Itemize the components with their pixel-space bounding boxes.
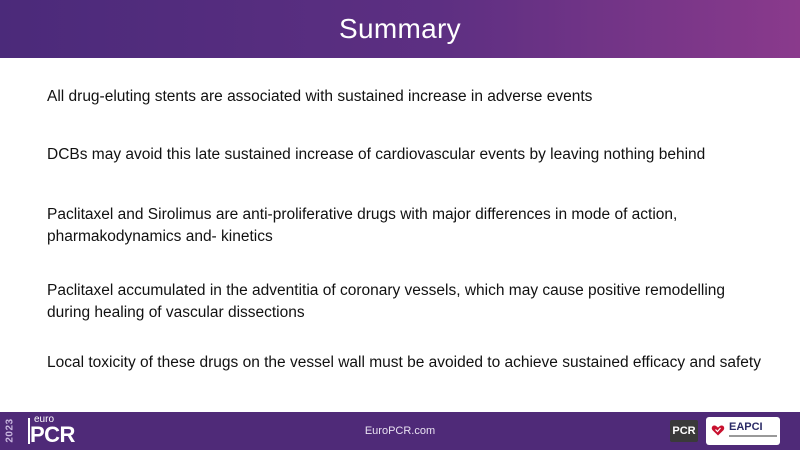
europcr-logo: PCR — [30, 422, 75, 447]
summary-point: DCBs may avoid this late sustained increase of cardiovascular events by leaving nothing behind — [47, 146, 706, 163]
slide-footer — [0, 412, 800, 450]
summary-point: All drug-eluting stents are associated with sustained increase in adverse events — [47, 88, 593, 105]
heart-icon — [711, 423, 725, 437]
summary-point: Paclitaxel and Sirolimus are anti-proliferative drugs with major differences in mode of action, pharmakodynamics and- kinetics — [47, 206, 678, 245]
europcr-year: 2023 — [4, 418, 16, 443]
summary-point: Local toxicity of these drugs on the vessel wall must be avoided to achieve sustained efficacy and safety — [47, 354, 761, 371]
slide-header — [0, 0, 800, 58]
footer-url: EuroPCR.com — [364, 425, 436, 437]
eapci-text: EAPCI — [729, 421, 763, 433]
eapci-subtitle-line — [729, 435, 777, 437]
slide-title: Summary — [339, 13, 461, 44]
europcr-logo-euro: euro — [34, 414, 55, 425]
pcr-logo: PCR — [670, 420, 698, 442]
summary-point: Paclitaxel accumulated in the adventitia of coronary vessels, which may cause positive remodelling during healing of vascular dissections — [47, 282, 726, 321]
eapci-logo — [706, 417, 780, 445]
